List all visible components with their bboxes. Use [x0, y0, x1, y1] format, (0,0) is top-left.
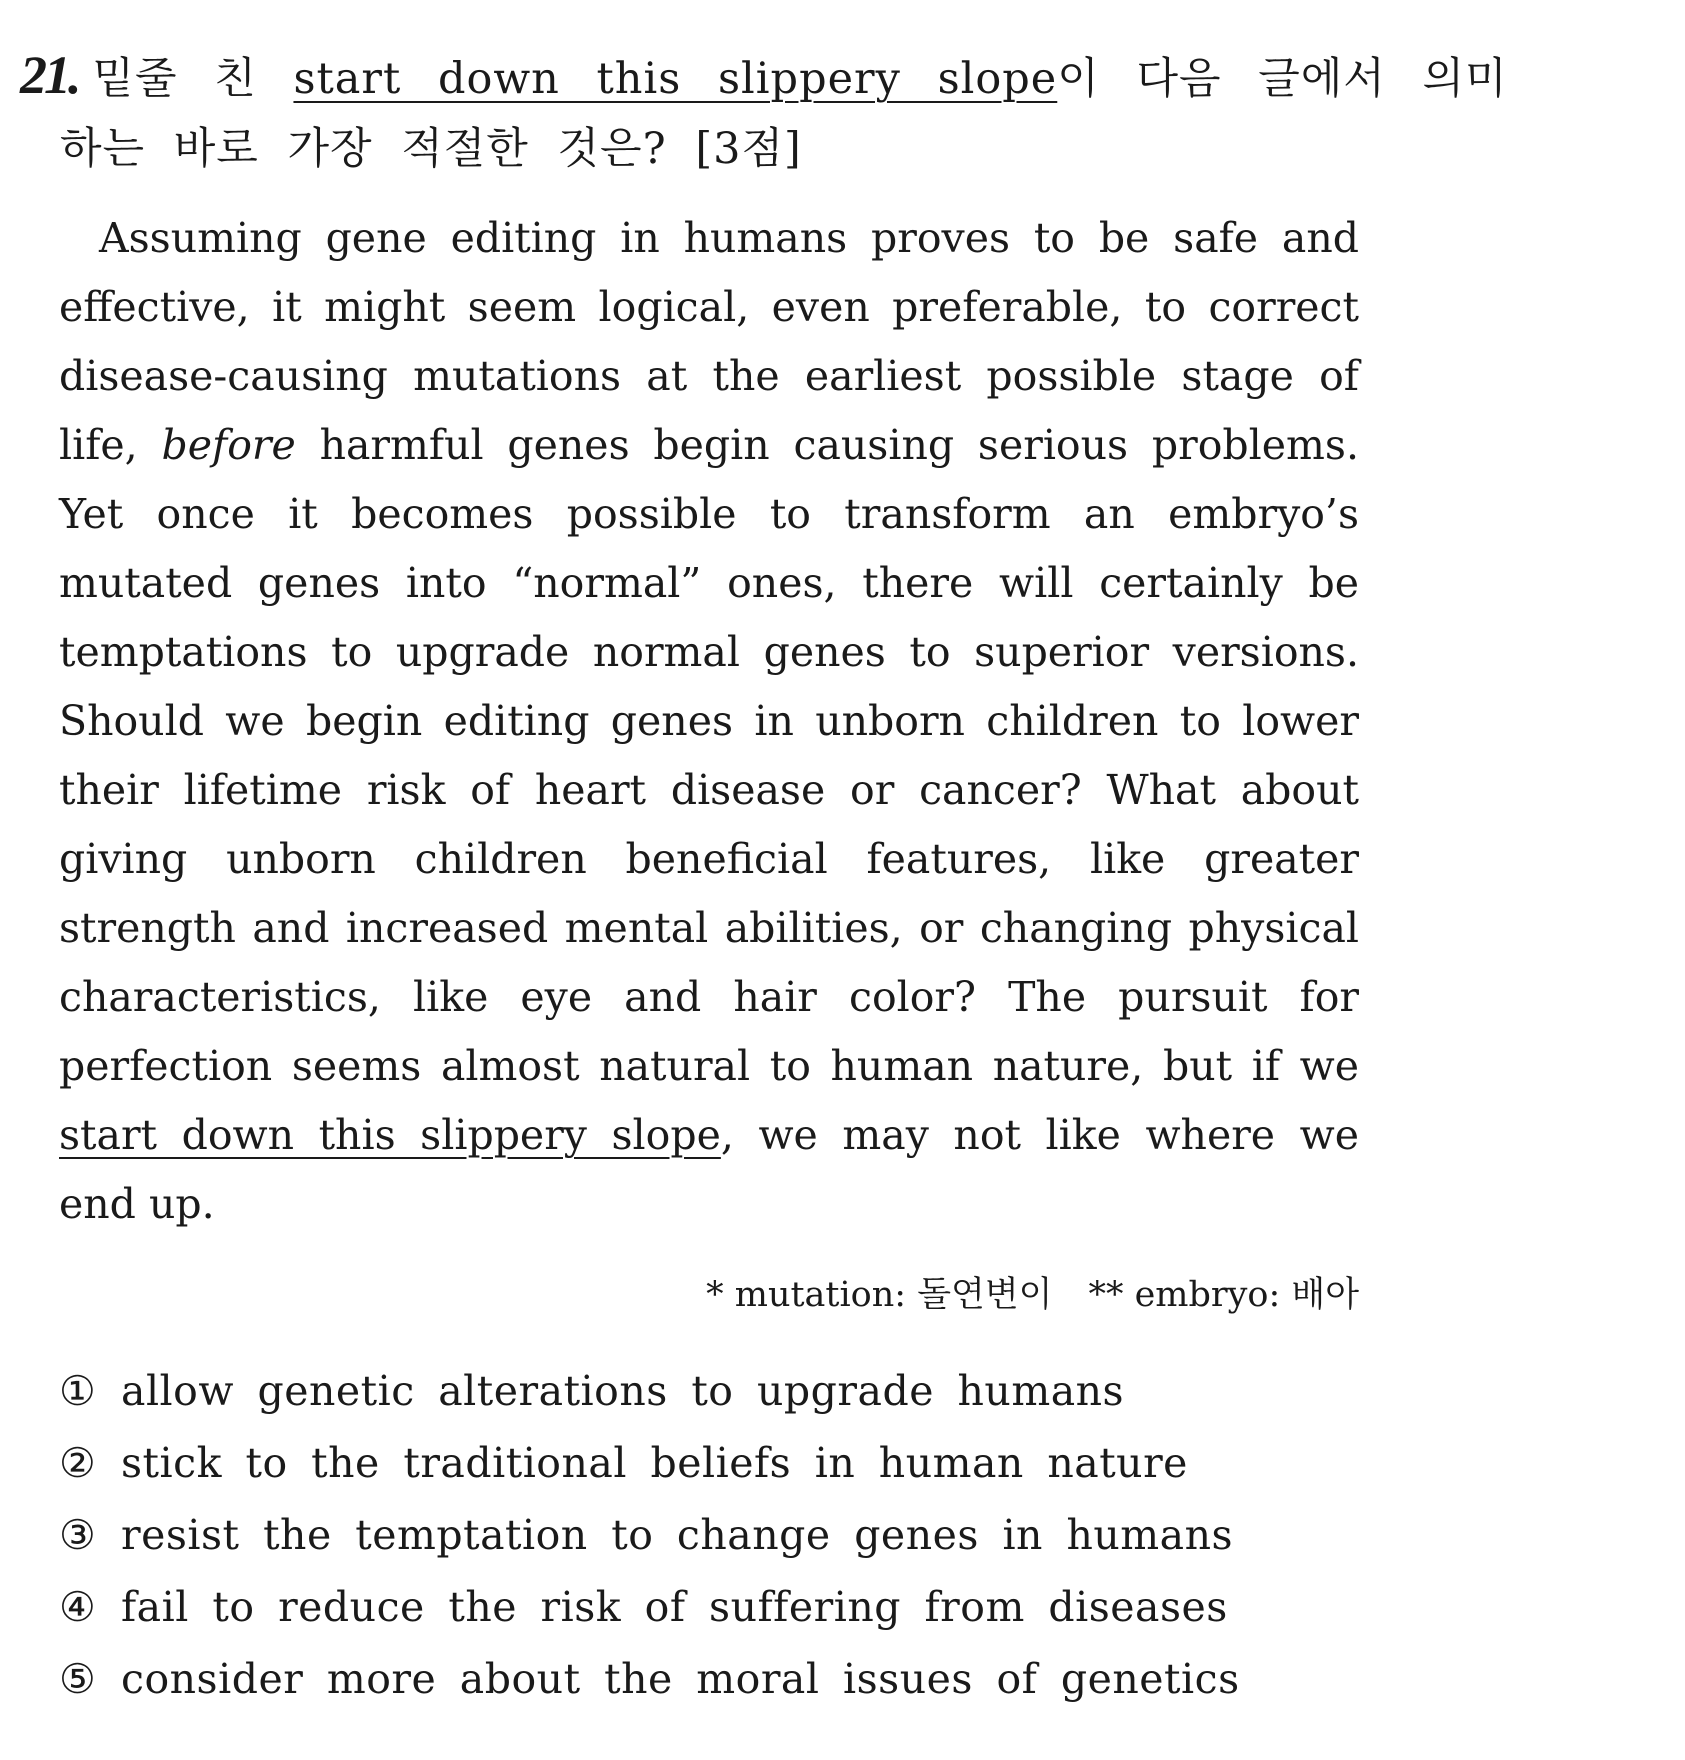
prompt-text-before: 밑줄 친: [92, 54, 294, 104]
reading-passage: [59, 204, 1359, 1239]
prompt-underlined-phrase: start down this slippery slope: [293, 54, 1058, 104]
prompt-text-after: 이 다음 글에서 의미: [1057, 54, 1508, 104]
option-text: consider more about the moral issues of genetics: [121, 1655, 1240, 1703]
passage-line: characteristics, like eye and hair color? The pursuit for: [59, 973, 1359, 1021]
option-number: ③: [59, 1511, 97, 1559]
option-text: fail to reduce the risk of suffering from diseases: [121, 1583, 1228, 1631]
passage-line: [59, 204, 1359, 273]
question-number: 21.: [20, 45, 79, 105]
option-text: allow genetic alterations to upgrade humans: [121, 1367, 1125, 1415]
question-prompt-line-2: 하는 바로 가장 적절한 것은? [3점]: [60, 124, 802, 174]
passage-line: mutated genes into “normal” ones, there will certainly be: [59, 559, 1359, 607]
answer-options: [59, 1355, 1359, 1715]
passage-underlined-phrase: start down this slippery slope: [59, 1111, 721, 1159]
passage-line: disease-causing mutations at the earliest possible stage of: [59, 352, 1359, 400]
answer-option-5[interactable]: [59, 1643, 1359, 1715]
answer-option-4[interactable]: [59, 1571, 1359, 1643]
passage-line: temptations to upgrade normal genes to superior versions.: [59, 628, 1359, 676]
question-header: [20, 40, 1508, 184]
passage-line: their lifetime risk of heart disease or cancer? What about: [59, 766, 1359, 814]
passage-line: [59, 1101, 1359, 1170]
passage-line-text: life,: [59, 421, 138, 469]
option-number: ④: [59, 1583, 97, 1631]
passage-line: giving unborn children beneficial features, like greater: [59, 835, 1359, 883]
passage-line: strength and increased mental abilities, or changing physical: [59, 904, 1359, 952]
question-prompt-line-1: [20, 40, 1508, 114]
passage-line-text: harmful genes begin causing serious problems.: [319, 421, 1359, 469]
option-number: ⑤: [59, 1655, 97, 1703]
passage-line: [59, 411, 1359, 480]
passage-line-text: Assuming gene editing in humans proves to be safe and: [99, 214, 1359, 262]
option-text: stick to the traditional beliefs in human nature: [121, 1439, 1188, 1487]
passage-line: perfection seems almost natural to human nature, but if we: [59, 1042, 1359, 1090]
option-number: ①: [59, 1367, 97, 1415]
answer-option-3[interactable]: [59, 1499, 1359, 1571]
option-number: ②: [59, 1439, 97, 1487]
answer-option-2[interactable]: [59, 1427, 1359, 1499]
answer-option-1[interactable]: [59, 1355, 1359, 1427]
italic-emphasis-before: before: [161, 421, 296, 469]
option-text: resist the temptation to change genes in humans: [121, 1511, 1234, 1559]
passage-line: Should we begin editing genes in unborn children to lower: [59, 697, 1359, 745]
vocabulary-gloss: [59, 1270, 1359, 1320]
passage-line: Yet once it becomes possible to transform an embryo’s: [59, 490, 1359, 538]
passage-line: effective, it might seem logical, even preferable, to correct: [59, 283, 1359, 331]
passage-line: end up.: [59, 1180, 215, 1228]
passage-line-text: , we may not like where we: [720, 1111, 1359, 1159]
gloss-embryo: ** embryo: 배아: [1088, 1275, 1359, 1315]
gloss-mutation: * mutation: 돌연변이: [706, 1275, 1053, 1315]
